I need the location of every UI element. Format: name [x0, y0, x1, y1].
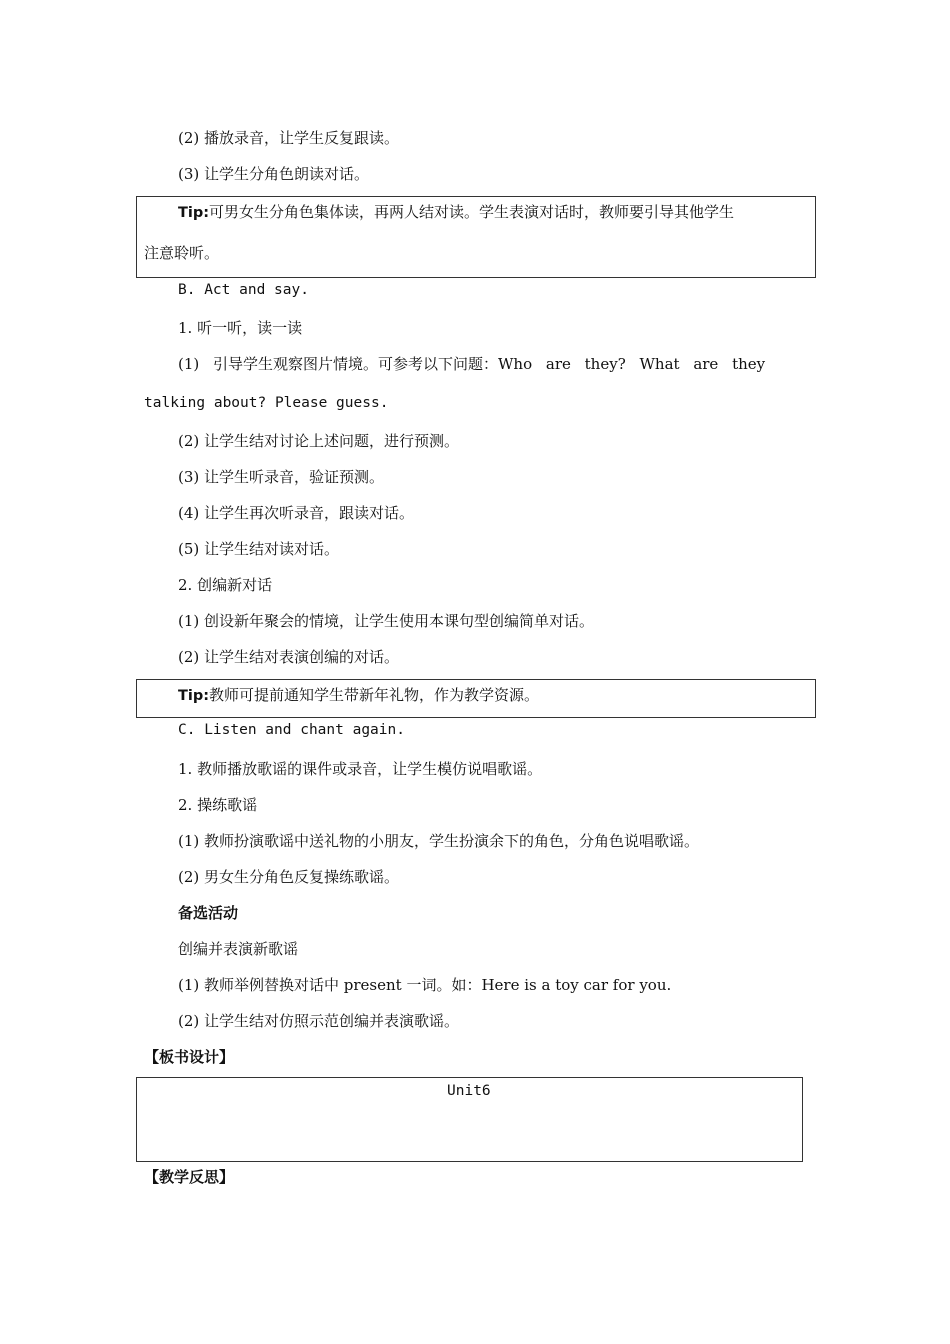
c-step-1: 1. 教师播放歌谣的课件或录音，让学生模仿说唱歌谣。 — [178, 760, 543, 778]
b-step-1-4: (4) 让学生再次听录音，跟读对话。 — [178, 504, 415, 522]
tip-2-text: 教师可提前通知学生带新年礼物，作为教学资源。 — [209, 686, 540, 704]
board-design-title: Unit6 — [447, 1083, 491, 1099]
tip-2-line — [178, 684, 539, 705]
b-step-1-1-cont: talking about? Please guess. — [144, 395, 389, 411]
reflection-heading: 【教学反思】 — [144, 1168, 235, 1186]
b-step-1-3: (3) 让学生听录音，验证预测。 — [178, 468, 385, 486]
b-step-1: 1. 听一听，读一读 — [178, 319, 303, 337]
tip-1-label: Tip: — [178, 205, 210, 221]
section-c-heading: C. Listen and chant again. — [178, 722, 405, 738]
c-step-2-2: (2) 男女生分角色反复操练歌谣。 — [178, 868, 400, 886]
optional-step-1: (1) 教师举例替换对话中 present 一词。如：Here is a toy car for you. — [178, 976, 672, 994]
tip-1-text: 可男女生分角色集体读，再两人结对读。学生表演对话时，教师要引导其他学生 — [209, 203, 735, 221]
section-b-heading: B. Act and say. — [178, 282, 309, 298]
tip-1-line-2: 注意聆听。 — [144, 244, 220, 262]
b-step-1-1: (1) 引导学生观察图片情境。可参考以下问题：Who are they? What are they — [178, 355, 766, 373]
b-step-1-2: (2) 让学生结对讨论上述问题，进行预测。 — [178, 432, 460, 450]
b-step-2-2: (2) 让学生结对表演创编的对话。 — [178, 648, 400, 666]
step-role-read: (3) 让学生分角色朗读对话。 — [178, 165, 370, 183]
step-play-recording: (2) 播放录音，让学生反复跟读。 — [178, 129, 400, 147]
optional-step-2: (2) 让学生结对仿照示范创编并表演歌谣。 — [178, 1012, 460, 1030]
optional-activity-heading: 备选活动 — [178, 904, 239, 922]
tip-1-line-1 — [178, 201, 734, 222]
c-step-2-1: (1) 教师扮演歌谣中送礼物的小朋友，学生扮演余下的角色，分角色说唱歌谣。 — [178, 832, 700, 850]
c-step-2: 2. 操练歌谣 — [178, 796, 258, 814]
optional-activity-subtitle: 创编并表演新歌谣 — [178, 940, 299, 958]
board-design-heading: 【板书设计】 — [144, 1048, 235, 1066]
b-step-1-5: (5) 让学生结对读对话。 — [178, 540, 340, 558]
b-step-2-1: (1) 创设新年聚会的情境，让学生使用本课句型创编简单对话。 — [178, 612, 595, 630]
tip-2-label: Tip: — [178, 688, 210, 704]
b-step-2: 2. 创编新对话 — [178, 576, 273, 594]
